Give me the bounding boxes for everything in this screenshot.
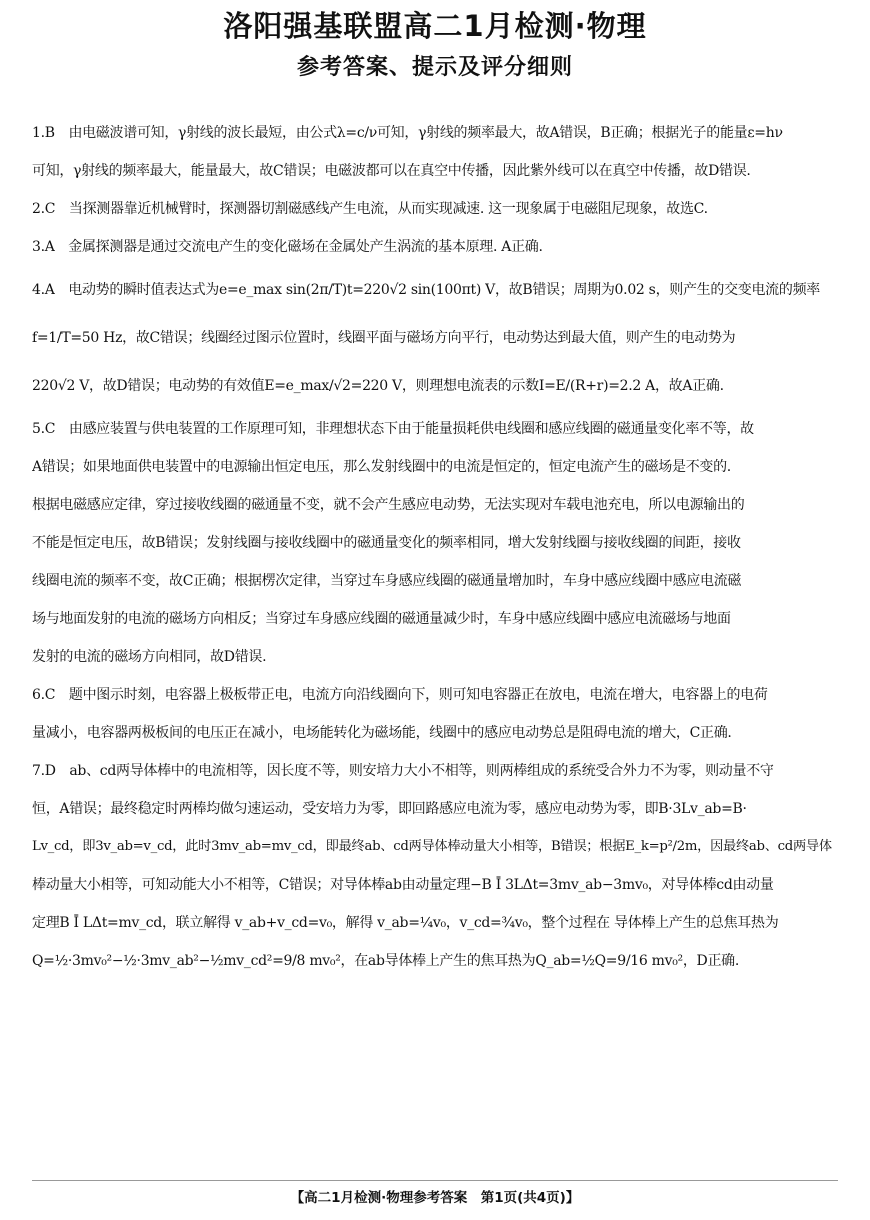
answer-item-5 <box>32 410 842 676</box>
answer-line: f=1/T=50 Hz，故C错误；线圈经过图示位置时，线圈平面与磁场方向平行，电动势达到最大值，则产生的电动势为 <box>32 330 736 346</box>
answer-line: 棒动量大小相等，可知动能大小不相等，C错误；对导体棒ab由动量定理−B Ī 3LΔt=3mv_ab−3mv₀，对导体棒cd由动量 <box>32 877 774 893</box>
answer-line: 6.C 题中图示时刻，电容器上极板带正电，电流方向沿线圈向下，则可知电容器正在放电，电流在增大，电容器上的电荷 <box>32 687 768 703</box>
answer-line: 7.D ab、cd两导体棒中的电流相等，因长度不等，则安培力大小不相等，则两棒组成的系统受合外力不为零，则动量不守 <box>32 763 774 779</box>
answer-line: 5.C 由感应装置与供电装置的工作原理可知，非理想状态下由于能量损耗供电线圈和感应线圈的磁通量变化率不等，故 <box>32 421 754 437</box>
answer-line: 4.A 电动势的瞬时值表达式为e=e_max sin(2π/T)t=220√2 sin(100πt) V，故B错误；周期为0.02 s，则产生的交变电流的频率 <box>32 282 820 298</box>
answer-line: 场与地面发射的电流的磁场方向相反；当穿过车身感应线圈的磁通量减少时，车身中感应线圈中感应电流磁场与地面 <box>32 611 731 627</box>
answers-body <box>32 114 842 980</box>
answer-line: A错误；如果地面供电装置中的电源输出恒定电压，那么发射线圈中的电流是恒定的，恒定电流产生的磁场是不变的. <box>32 459 731 475</box>
answer-line: 线圈电流的频率不变，故C正确；根据楞次定律，当穿过车身感应线圈的磁通量增加时，车身中感应线圈中感应电流磁 <box>32 573 742 589</box>
answer-line: 220√2 V，故D错误；电动势的有效值E=e_max/√2=220 V，则理想电流表的示数I=E/(R+r)=2.2 A，故A正确. <box>32 378 724 394</box>
answer-line: Q=½·3mv₀²−½·3mv_ab²−½mv_cd²=9/8 mv₀²，在ab导体棒上产生的焦耳热为Q_ab=½Q=9/16 mv₀²，D正确. <box>32 953 740 969</box>
page-subtitle: 参考答案、提示及评分细则 <box>296 55 573 80</box>
answer-item-3 <box>32 228 842 266</box>
answer-line: 可知，γ射线的频率最大，能量最大，故C错误；电磁波都可以在真空中传播，因此紫外线可以在真空中传播，故D错误. <box>32 163 751 179</box>
answer-line: 定理B Ī LΔt=mv_cd，联立解得 v_ab+v_cd=v₀，解得 v_ab=¼v₀，v_cd=¾v₀，整个过程在 导体棒上产生的总焦耳热为 <box>32 915 779 931</box>
answer-item-7 <box>32 752 842 980</box>
answer-item-1 <box>32 114 842 190</box>
answer-line: 根据电磁感应定律，穿过接收线圈的磁通量不变，就不会产生感应电动势，无法实现对车载电池充电，所以电源输出的 <box>32 497 745 513</box>
page-title: 洛阳强基联盟高二1月检测·物理 <box>223 9 647 43</box>
answer-line: 发射的电流的磁场方向相同，故D错误. <box>32 649 267 665</box>
answer-line: 恒，A错误；最终稳定时两棒均做匀速运动，受安培力为零，即回路感应电流为零，感应电动势为零，即B·3Lv_ab=B· <box>32 801 747 817</box>
answer-line: 量减小，电容器两极板间的电压正在减小，电场能转化为磁场能，线圈中的感应电动势总是阻碍电流的增大，C正确. <box>32 725 732 741</box>
answer-line: Lv_cd，即3v_ab=v_cd，此时3mv_ab=mv_cd，即最终ab、cd两导体棒动量大小相等，B错误；根据E_k=p²/2m，因最终ab、cd两导体 <box>32 839 832 854</box>
answer-line: 3.A 金属探测器是通过交流电产生的变化磁场在金属处产生涡流的基本原理. A正确. <box>32 239 543 255</box>
answer-item-4 <box>32 266 842 410</box>
answer-line: 1.B 由电磁波谱可知，γ射线的波长最短，由公式λ=c/ν可知，γ射线的频率最大，故A错误，B正确；根据光子的能量ε=hν <box>32 125 783 141</box>
page-footer: 【高二1月检测·物理参考答案 第1页(共4页)】 <box>290 1190 580 1206</box>
answer-item-2 <box>32 190 842 228</box>
answer-line: 不能是恒定电压，故B错误；发射线圈与接收线圈中的磁通量变化的频率相同，增大发射线圈与接收线圈的间距，接收 <box>32 535 741 551</box>
answer-item-6 <box>32 676 842 752</box>
footer-divider <box>32 1180 838 1181</box>
answer-line: 2.C 当探测器靠近机械臂时，探测器切割磁感线产生电流，从而实现减速. 这一现象属于电磁阻尼现象，故选C. <box>32 201 708 217</box>
